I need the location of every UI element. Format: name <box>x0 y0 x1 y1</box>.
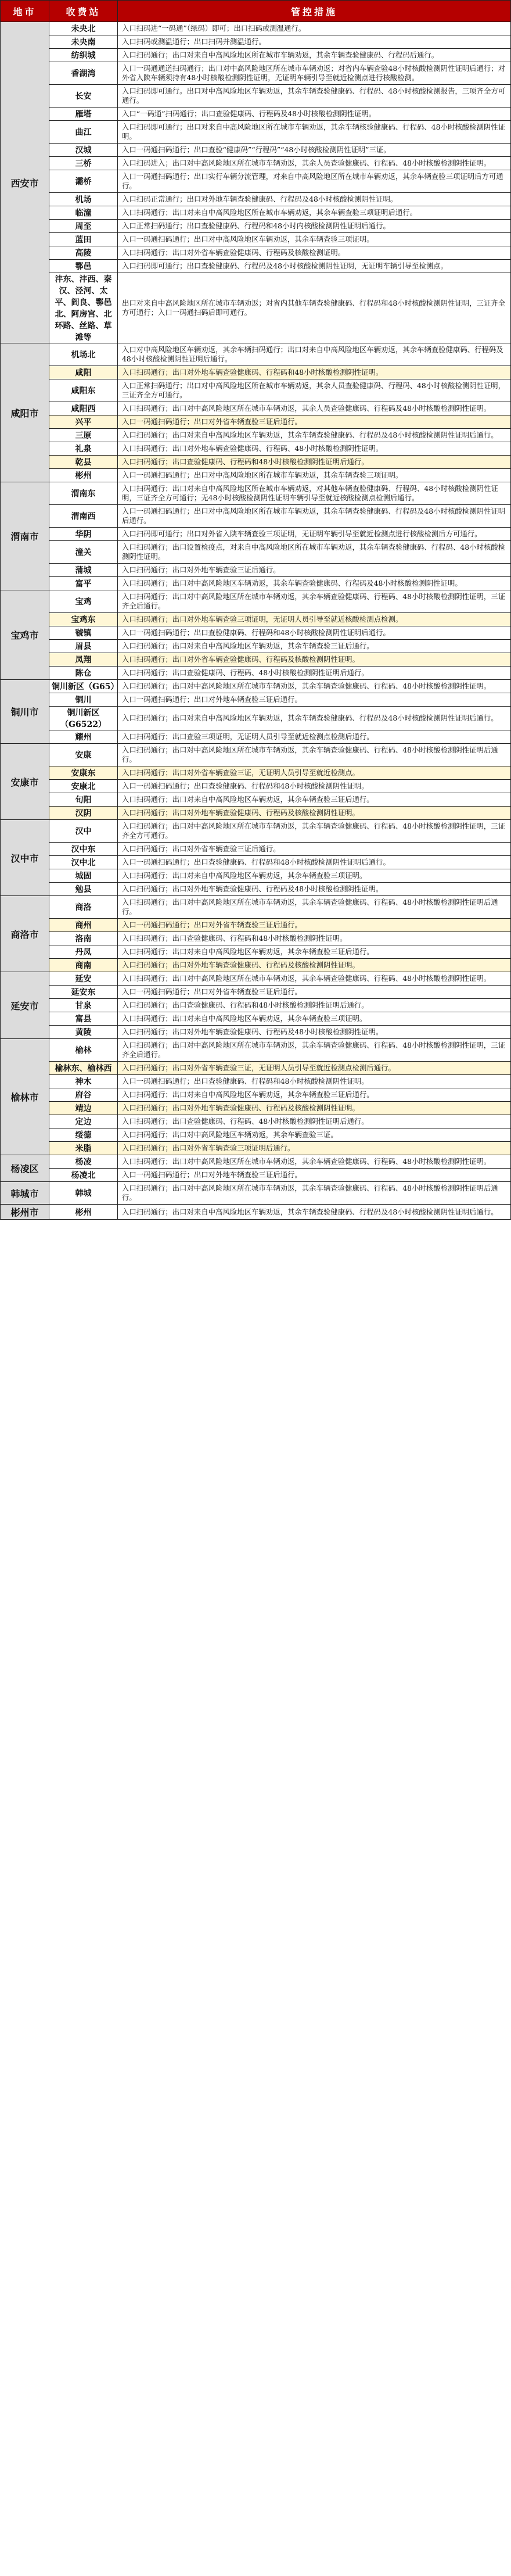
measures-cell: 入口扫码通行；出口对外省车辆查验三项证明后通行。 <box>118 1142 511 1155</box>
city-cell: 渭南市 <box>1 482 49 590</box>
station-cell: 富平 <box>49 577 118 590</box>
measures-cell: 入口扫码通行；出口对中高风险地区所在城市车辆劝返，其余车辆查验健康码、行程码、48小时核酸检测阴性证明。 <box>118 1155 511 1169</box>
station-cell: 凤翔 <box>49 653 118 667</box>
station-cell: 宝鸡东 <box>49 613 118 626</box>
measures-cell: 入口扫码通行；出口对中高风险地区所在城市车辆劝返，其余车辆查验健康码、行程码、48小时核酸检测阴性证明。 <box>118 972 511 986</box>
station-cell: 渭南东 <box>49 482 118 505</box>
table-row <box>1 986 511 999</box>
measures-cell: 入口一码通扫码通行；出口对中高风险地区所在城市车辆劝返，其余车辆查验三项证明。 <box>118 469 511 482</box>
table-row <box>1 157 511 170</box>
station-cell: 汉阴 <box>49 807 118 820</box>
station-cell: 商州 <box>49 919 118 932</box>
station-cell: 咸阳 <box>49 366 118 379</box>
measures-cell: 入口对中高风险地区车辆劝返，其余车辆扫码通行；出口对来自中高风险地区车辆劝返，其余车辆查验健康码、行程码及48小时核酸检测阴性证明后通行。 <box>118 343 511 366</box>
station-cell: 榆林 <box>49 1039 118 1062</box>
measures-cell: 入口扫码进入；出口对中高风险地区所在城市车辆劝返，其余人员查验健康码、行程码、48小时核酸检测阴性证明。 <box>118 157 511 170</box>
table-row <box>1 456 511 469</box>
station-cell: 潼关 <box>49 541 118 564</box>
station-cell: 甘泉 <box>49 999 118 1012</box>
table-row <box>1 108 511 121</box>
table-row <box>1 1205 511 1220</box>
station-cell: 蒲城 <box>49 564 118 577</box>
city-cell: 韩城市 <box>1 1182 49 1205</box>
measures-cell: 入口扫码通行；出口对中高风险地区所在城市车辆劝返，其余车辆查验健康码、行程码、48小时核酸检测阴性证明，三证齐全后通行。 <box>118 1039 511 1062</box>
measures-cell: 入口一码通扫码通行；出口对外地车辆查验三证后通行。 <box>118 1169 511 1182</box>
measures-cell: 入口扫码通行；出口对中高风险地区车辆劝返，其余车辆查验三证。 <box>118 1128 511 1142</box>
measures-cell: 出口对来自中高风险地区所在城市车辆劝返；对省内其他车辆查验健康码、行程码和48小时核酸检测阴性证明，三证齐全方可通行；入口一码通扫码后即可通行。 <box>118 273 511 343</box>
station-cell: 汉中东 <box>49 843 118 856</box>
station-cell: 乾县 <box>49 456 118 469</box>
measures-cell: 入口扫码通行；出口对来自中高风险地区车辆劝返，其余车辆查验三项证明。 <box>118 1012 511 1026</box>
table-row <box>1 730 511 744</box>
measures-cell: 入口扫码通行；出口对外地车辆查验健康码、行程码和48小时核酸检测阴性证明。 <box>118 366 511 379</box>
measures-cell: 入口“一码通”扫码通行；出口查验健康码、行程码及48小时核酸检测阴性证明。 <box>118 108 511 121</box>
table-row <box>1 1075 511 1088</box>
station-cell: 宝鸡 <box>49 590 118 613</box>
table-row <box>1 429 511 442</box>
measures-cell: 入口扫码通行；出口对中高风险地区所在城市车辆劝返，其余车辆查验健康码、行程码、48小时核酸检测阴性证明。 <box>118 680 511 693</box>
table-row <box>1 1026 511 1039</box>
station-cell: 机场北 <box>49 343 118 366</box>
measures-cell: 入口扫码通行；出口对来自中高风险地区车辆劝返，其余车辆查验三证后通行。 <box>118 945 511 959</box>
city-cell: 商洛市 <box>1 896 49 972</box>
station-cell: 商洛 <box>49 896 118 919</box>
table-row <box>1 626 511 640</box>
table-row <box>1 62 511 85</box>
station-cell: 富县 <box>49 1012 118 1026</box>
station-cell: 汉城 <box>49 144 118 157</box>
station-cell: 榆林东、榆林西 <box>49 1062 118 1075</box>
station-cell: 彬州 <box>49 1205 118 1220</box>
measures-cell: 入口扫码即可通行；出口对外省入陕车辆查验三项证明，无证明车辆引导至就近检测点进行核酸检测后方可通行。 <box>118 528 511 541</box>
table-row <box>1 379 511 402</box>
station-cell: 灞桥 <box>49 170 118 193</box>
measures-cell: 入口扫码通行；出口对来自中高风险地区车辆劝返，其余车辆查验健康码、行程码及48小时核酸检测阴性证明后通行。 <box>118 1205 511 1220</box>
table-row <box>1 273 511 343</box>
station-cell: 华阴 <box>49 528 118 541</box>
table-row <box>1 1012 511 1026</box>
station-cell: 三原 <box>49 429 118 442</box>
measures-cell: 入口扫码通行；出口对来自中高风险地区车辆劝返，其余车辆查验健康码、行程码及48小时核酸检测阴性证明后通行。 <box>118 707 511 730</box>
station-cell: 靖边 <box>49 1102 118 1115</box>
measures-cell: 入口扫码通行；出口对外地车辆查验健康码、行程码、48小时核酸检测阴性证明。 <box>118 442 511 456</box>
station-cell: 杨凌 <box>49 1155 118 1169</box>
measures-cell: 入口扫码通行；出口对外省车辆查验健康码、行程码及核酸检测证明。 <box>118 246 511 260</box>
table-row <box>1 35 511 49</box>
city-cell: 杨凌区 <box>1 1155 49 1182</box>
station-cell: 渭南西 <box>49 505 118 528</box>
measures-cell: 入口扫码通行；出口对外地车辆查验健康码、行程码及核酸检测阴性证明。 <box>118 959 511 972</box>
city-cell: 西安市 <box>1 22 49 343</box>
table-row <box>1 1142 511 1155</box>
header-row <box>1 1 511 22</box>
table-row <box>1 260 511 273</box>
station-cell: 铜川新区（G6522） <box>49 707 118 730</box>
table-row <box>1 932 511 945</box>
measures-cell: 入口一码通扫码通行；出口对中高风险地区车辆劝返，其余车辆查验三项证明。 <box>118 233 511 246</box>
table-row <box>1 505 511 528</box>
measures-cell: 入口扫码通行；出口对中高风险地区车辆劝返，其余车辆查验健康码、行程码及48小时核酸检测阴性证明。 <box>118 577 511 590</box>
station-cell: 韩城 <box>49 1182 118 1205</box>
station-cell: 咸阳东 <box>49 379 118 402</box>
table-row <box>1 766 511 780</box>
station-cell: 蓝田 <box>49 233 118 246</box>
table-row <box>1 233 511 246</box>
measures-cell: 入口扫码通行；出口对来自中高风险地区车辆劝返，其余车辆查验三证后通行。 <box>118 1088 511 1102</box>
table-row <box>1 144 511 157</box>
table-row <box>1 121 511 144</box>
station-cell: 机场 <box>49 193 118 206</box>
table-row <box>1 85 511 108</box>
city-cell: 咸阳市 <box>1 343 49 482</box>
table-row <box>1 206 511 220</box>
table-row <box>1 780 511 793</box>
table-row <box>1 343 511 366</box>
table-row <box>1 693 511 707</box>
measures-cell: 入口扫码通行；出口对外地车辆查验三项证明，无证明人员引导至就近核酸检测点检测。 <box>118 613 511 626</box>
table-row <box>1 640 511 653</box>
table-row <box>1 807 511 820</box>
station-cell: 三桥 <box>49 157 118 170</box>
measures-cell: 入口扫码通行；出口对外省车辆查验三证，无证明人员引导至就近检测点检测后通行。 <box>118 1062 511 1075</box>
measures-cell: 入口扫码通行；出口对外地车辆查验三证后通行。 <box>118 564 511 577</box>
station-cell: 耀州 <box>49 730 118 744</box>
measures-cell: 入口扫码通行；出口对外地车辆查验健康码、行程码及48小时核酸检测阴性证明。 <box>118 1026 511 1039</box>
station-cell: 杨凌北 <box>49 1169 118 1182</box>
station-cell: 礼泉 <box>49 442 118 456</box>
table-row <box>1 883 511 896</box>
station-cell: 香湖湾 <box>49 62 118 85</box>
city-cell: 汉中市 <box>1 820 49 896</box>
measures-cell: 入口扫码通行；出口对中高风险地区所在城市车辆劝返，其余车辆查验健康码、行程码、48小时核酸检测阴性证明后通行。 <box>118 744 511 766</box>
measures-cell: 入口扫码通行；出口对外省车辆查验三证后通行。 <box>118 843 511 856</box>
station-cell: 未央南 <box>49 35 118 49</box>
measures-cell: 入口扫码通行；出口查验健康码、行程码、48小时核酸检测阴性证明后通行。 <box>118 667 511 680</box>
table-row <box>1 1088 511 1102</box>
table-row <box>1 1102 511 1115</box>
measures-cell: 入口扫码通行；出口对来自中高风险地区所在城市车辆劝返，其余车辆查验健康码、行程码后通行。 <box>118 49 511 62</box>
measures-cell: 入口扫码通行；出口对中高风险地区所在城市车辆劝返，其余人员查验健康码、行程码及48小时核酸检测阴性证明。 <box>118 402 511 415</box>
table-row <box>1 402 511 415</box>
measures-cell: 入口一码通扫码通行；出口查验健康码、行程码和48小时核酸检测阴性证明。 <box>118 1075 511 1088</box>
measures-cell: 入口扫码通行；出口对中高风险地区所在城市车辆劝返，其余车辆查验健康码、行程码、48小时核酸检测阴性证明，三证齐全后通行。 <box>118 590 511 613</box>
station-cell: 陈仓 <box>49 667 118 680</box>
table-row <box>1 820 511 843</box>
table-row <box>1 482 511 505</box>
table-row <box>1 528 511 541</box>
measures-cell: 入口正常扫码通行；出口对中高风险地区所在城市车辆劝返，其余人员查验健康码、行程码、48小时核酸检测阴性证明，三证齐全方可通行。 <box>118 379 511 402</box>
measures-cell: 入口扫码通行；出口对中高风险地区所在城市车辆劝返，其余车辆查验健康码、行程码、48小时核酸检测阴性证明后通行。 <box>118 1182 511 1205</box>
table-row <box>1 793 511 807</box>
table-row <box>1 590 511 613</box>
measures-cell: 入口扫码通行；出口对来自中高风险地区所在城市车辆劝返，对其他车辆查验健康码、行程码、48小时核酸检测阴性证明，三证齐全方可通行；无48小时核酸检测阴性证明车辆引导至就近核酸检测点检测后通行。 <box>118 482 511 505</box>
table-row <box>1 613 511 626</box>
measures-cell: 入口一码通扫码通行；出口对外省车辆查验三证后通行。 <box>118 415 511 429</box>
station-cell: 延安 <box>49 972 118 986</box>
table-row <box>1 1115 511 1128</box>
table-row <box>1 667 511 680</box>
table-row <box>1 1128 511 1142</box>
station-cell: 汉中北 <box>49 856 118 869</box>
station-cell: 铜川新区（G65） <box>49 680 118 693</box>
measures-cell: 入口扫码通行；出口对来自中高风险地区所在城市车辆劝返，其余车辆查验三项证明后通行。 <box>118 206 511 220</box>
station-cell: 鄠邑 <box>49 260 118 273</box>
table-body <box>1 22 511 1220</box>
table-row <box>1 22 511 35</box>
measures-cell: 入口扫码通行；出口查验三项证明，无证明人员引导至就近检测点检测后通行。 <box>118 730 511 744</box>
station-cell: 未央北 <box>49 22 118 35</box>
table-row <box>1 49 511 62</box>
measures-cell: 入口一码通扫码通行；出口对外地车辆查验三证后通行。 <box>118 693 511 707</box>
station-cell: 旬阳 <box>49 793 118 807</box>
station-cell: 定边 <box>49 1115 118 1128</box>
table-row <box>1 919 511 932</box>
table-row <box>1 896 511 919</box>
table-row <box>1 220 511 233</box>
table-row <box>1 945 511 959</box>
measures-cell: 入口扫码通行；出口对外省车辆查验三证，无证明人员引导至就近检测点。 <box>118 766 511 780</box>
table-row <box>1 1169 511 1182</box>
station-cell: 高陵 <box>49 246 118 260</box>
station-cell: 周至 <box>49 220 118 233</box>
table-row <box>1 653 511 667</box>
measures-cell: 入口一码通扫码通行；出口查验健康码、行程码和48小时核酸检测阴性证明后通行。 <box>118 626 511 640</box>
station-cell: 安康北 <box>49 780 118 793</box>
table-row <box>1 856 511 869</box>
station-cell: 虢镇 <box>49 626 118 640</box>
measures-cell: 入口扫码通行；出口设置检疫点，对来自中高风险地区所在城市车辆劝返，其余车辆查验健康码、行程码、48小时核酸检测阴性证明。 <box>118 541 511 564</box>
table-row <box>1 959 511 972</box>
city-cell: 安康市 <box>1 744 49 820</box>
measures-cell: 入口一码通扫码通行；出口对中高风险地区所在城市车辆劝返，其余车辆查验健康码、行程码及48小时核酸检测阴性证明后通行。 <box>118 505 511 528</box>
station-cell: 丹凤 <box>49 945 118 959</box>
station-cell: 雁塔 <box>49 108 118 121</box>
measures-cell: 入口扫码通行；出口查验健康码、行程码和48小时核酸检测阴性证明后通行。 <box>118 456 511 469</box>
table-row <box>1 564 511 577</box>
station-cell: 府谷 <box>49 1088 118 1102</box>
city-cell: 彬州市 <box>1 1205 49 1220</box>
city-cell: 延安市 <box>1 972 49 1039</box>
city-cell: 宝鸡市 <box>1 590 49 680</box>
station-cell: 商南 <box>49 959 118 972</box>
station-cell: 铜川 <box>49 693 118 707</box>
station-cell: 神木 <box>49 1075 118 1088</box>
measures-cell: 入口扫码通行；出口查验健康码、行程码和48小时核酸检测阴性证明。 <box>118 932 511 945</box>
station-cell: 绥德 <box>49 1128 118 1142</box>
station-cell: 安康 <box>49 744 118 766</box>
station-cell: 安康东 <box>49 766 118 780</box>
measures-cell: 入口一码通扫码通行；出口查验健康码、行程码和48小时核酸检测阴性证明。 <box>118 780 511 793</box>
table-row <box>1 541 511 564</box>
measures-cell: 入口一码通扫码通行；出口对外省车辆查验三证后通行。 <box>118 919 511 932</box>
station-cell: 长安 <box>49 85 118 108</box>
table-row <box>1 469 511 482</box>
table-row <box>1 843 511 856</box>
table-row <box>1 193 511 206</box>
station-cell: 城固 <box>49 869 118 883</box>
table-row <box>1 442 511 456</box>
table-row <box>1 366 511 379</box>
measures-cell: 入口扫码通行；出口对外省车辆查验健康码、行程码及核酸检测阴性证明。 <box>118 653 511 667</box>
table-row <box>1 1039 511 1062</box>
station-cell: 洛南 <box>49 932 118 945</box>
header-measures: 管控措施 <box>118 1 511 22</box>
measures-cell: 入口扫码即可通行；出口对来自中高风险地区所在城市车辆劝返，其余车辆核验健康码、行程码、48小时核酸检测阴性证明。 <box>118 121 511 144</box>
measures-cell: 入口扫码通行；出口对中高风险地区所在城市车辆劝返，其余车辆查验健康码、行程码、48小时核酸检测阴性证明，三证齐全方可通行。 <box>118 820 511 843</box>
table-row <box>1 1155 511 1169</box>
table-row <box>1 999 511 1012</box>
measures-cell: 入口扫码通行；出口对来自中高风险地区车辆劝返，其余车辆查验健康码、行程码及48小时核酸检测阴性证明后通行。 <box>118 429 511 442</box>
header-city: 地市 <box>1 1 49 22</box>
table-row <box>1 415 511 429</box>
measures-cell: 入口扫码通行；出口对外地车辆查验健康码、行程码及核酸检测阴性证明。 <box>118 807 511 820</box>
station-cell: 延安东 <box>49 986 118 999</box>
measures-cell: 入口扫码通行；出口对来自中高风险地区车辆劝返，其余车辆查验三证后通行。 <box>118 793 511 807</box>
station-cell: 黄陵 <box>49 1026 118 1039</box>
measures-cell: 入口正常扫码通行；出口查验健康码、行程码和48小时内核酸检测阴性证明后通行。 <box>118 220 511 233</box>
measures-cell: 入口扫码通行；出口查验健康码、行程码、48小时核酸检测阴性证明后通行。 <box>118 1115 511 1128</box>
measures-cell: 入口扫码通行；出口查验健康码、行程码和48小时核酸检测阴性证明后通行。 <box>118 999 511 1012</box>
measures-cell: 入口一码通扫码通行；出口对外省车辆查验三证后通行。 <box>118 986 511 999</box>
measures-cell: 入口扫码通行；出口对外地车辆查验健康码、行程码及核酸检测阴性证明。 <box>118 1102 511 1115</box>
station-cell: 曲江 <box>49 121 118 144</box>
table-row <box>1 744 511 766</box>
table-row <box>1 1182 511 1205</box>
city-cell: 铜川市 <box>1 680 49 744</box>
measures-cell: 入口扫码即可通行；出口查验健康码、行程码及48小时核酸检测阴性证明，无证明车辆引导至检测点。 <box>118 260 511 273</box>
table-row <box>1 1062 511 1075</box>
measures-cell: 入口扫码通行；出口对来自中高风险地区车辆劝返，其余车辆查验三项证明。 <box>118 869 511 883</box>
table-row <box>1 972 511 986</box>
city-cell: 榆林市 <box>1 1039 49 1155</box>
station-cell: 彬州 <box>49 469 118 482</box>
header-station: 收费站 <box>49 1 118 22</box>
station-cell: 勉县 <box>49 883 118 896</box>
table-row <box>1 680 511 693</box>
station-cell: 兴平 <box>49 415 118 429</box>
measures-cell: 入口扫码进“一码通”（绿码）即可；出口扫码或测温通行。 <box>118 22 511 35</box>
table-row <box>1 707 511 730</box>
measures-table <box>0 0 511 1220</box>
measures-cell: 入口扫码通行；出口对中高风险地区所在城市车辆劝返，其余车辆查验健康码、行程码、48小时核酸检测阴性证明后通行。 <box>118 896 511 919</box>
station-cell: 沣东、沣西、秦汉、泾河、太平、阎良、鄠邑北、阿房宫、北环路、丝路、草滩等 <box>49 273 118 343</box>
measures-cell: 入口一码通扫码通行；出口实行车辆分流管理，对来自中高风险地区所在城市车辆劝返，其余车辆查验三项证明后方可通行。 <box>118 170 511 193</box>
measures-cell: 入口扫码正常通行；出口对外地车辆查验健康码、行程码及48小时核酸检测阴性证明。 <box>118 193 511 206</box>
station-cell: 米脂 <box>49 1142 118 1155</box>
measures-cell: 入口一码通扫码通行；出口查验健康码、行程码和48小时核酸检测阴性证明后通行。 <box>118 856 511 869</box>
measures-cell: 入口扫码通行；出口对来自中高风险地区车辆劝返，其余车辆查验三证后通行。 <box>118 640 511 653</box>
measures-cell: 入口扫码或测温通行；出口扫码并测温通行。 <box>118 35 511 49</box>
measures-cell: 入口一码通扫码通行；出口查验“健康码”“行程码”“48小时核酸检测阴性证明”三证。 <box>118 144 511 157</box>
table-row <box>1 577 511 590</box>
station-cell: 汉中 <box>49 820 118 843</box>
table-row <box>1 869 511 883</box>
station-cell: 纺织城 <box>49 49 118 62</box>
table-row <box>1 246 511 260</box>
measures-cell: 入口扫码即可通行。出口对中高风险地区车辆劝返，其余车辆查验健康码、行程码、48小时核酸检测报告，三项齐全方可通行。 <box>118 85 511 108</box>
table-row <box>1 170 511 193</box>
station-cell: 咸阳西 <box>49 402 118 415</box>
measures-cell: 入口一码通通道扫码通行；出口对中高风险地区所在城市车辆劝返；对省内车辆查验48小时核酸检测阴性证明后通行；对外省入陕车辆须持有48小时核酸检测阴性证明，无证明车辆引导至就近检测点进行核酸检测。 <box>118 62 511 85</box>
station-cell: 临潼 <box>49 206 118 220</box>
station-cell: 眉县 <box>49 640 118 653</box>
measures-cell: 入口扫码通行；出口对外地车辆查验健康码、行程码及48小时核酸检测阴性证明。 <box>118 883 511 896</box>
